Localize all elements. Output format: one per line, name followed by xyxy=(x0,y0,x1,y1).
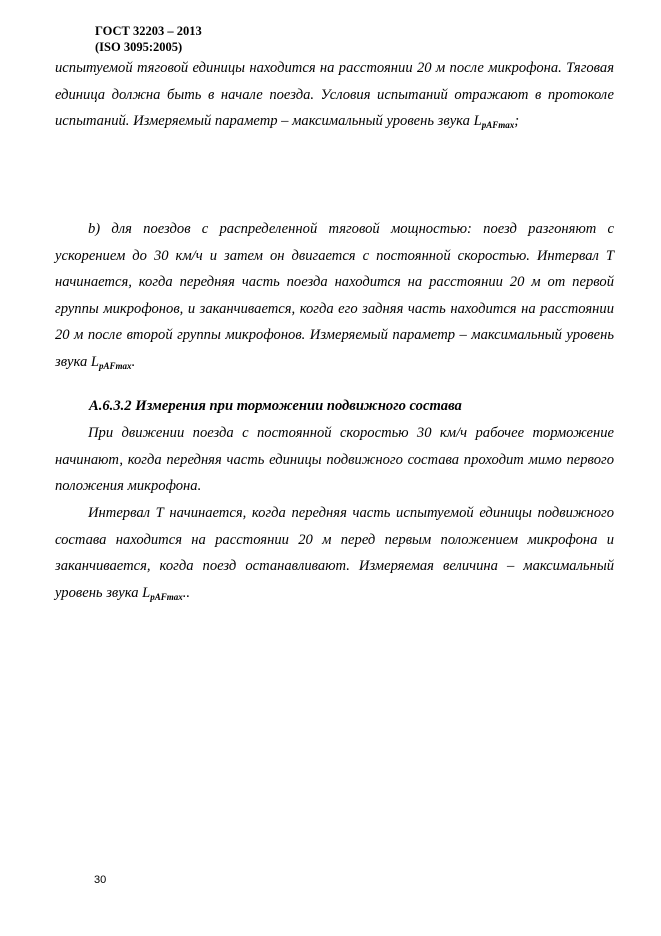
paragraph-4-tail: .. xyxy=(182,584,191,601)
sound-level-subscript: pAFmax xyxy=(481,120,515,130)
paragraph-1-text: испытуемой тяговой единицы находится на расстоянии 20 м после микрофона. Тяговая единица должна быть в начале поезда. Условия испытаний отражают в протоколе испытаний. Измеряемый параметр – максимальный уровень звука xyxy=(55,60,614,129)
iso-reference: (ISO 3095:2005) xyxy=(95,40,183,54)
paragraph-3 xyxy=(55,420,614,500)
section-heading: А.6.3.2 Измерения при торможении подвижного состава xyxy=(89,398,462,414)
paragraph-3-text: При движении поезда с постоянной скоростью 30 км/ч рабочее торможение начинают, когда передняя часть единицы подвижного состава проходит мимо первого положения микрофона. xyxy=(55,425,614,494)
standard-code: ГОСТ 32203 – 2013 xyxy=(95,24,202,38)
sound-level-symbol: L xyxy=(473,113,482,129)
paragraph-1-tail: ; xyxy=(514,113,520,129)
paragraph-2-text: b) для поездов с распределенной тяговой мощностью: поезд разгоняют с ускорением до 30 км/ч и затем он двигается с постоянной скоростью. Интервал Т начинается, когда передняя часть поезда находится на расстоянии 20 м от первой группы микрофонов, и заканчивается, когда его задняя часть находится на расстоянии 20 м после второй группы микрофонов. Измеряемый параметр – максимальный уровень звука xyxy=(55,221,614,370)
paragraph-2-tail: . xyxy=(131,353,136,370)
document-header xyxy=(95,23,202,55)
page-number: 30 xyxy=(94,874,107,886)
sound-level-symbol: L xyxy=(142,584,151,601)
paragraph-4-text: Интервал Т начинается, когда передняя часть испытуемой единицы подвижного состава находится на расстоянии 20 м перед первым положением микрофона и заканчивается, когда поезд останавливают. Измеряемая величина – максимальный уровень звука xyxy=(55,505,614,601)
paragraph-1 xyxy=(55,55,614,135)
paragraph-2 xyxy=(55,216,614,375)
sound-level-subscript: pAFmax xyxy=(99,360,132,371)
sound-level-symbol: L xyxy=(90,353,100,370)
paragraph-4 xyxy=(55,500,614,606)
sound-level-subscript: pAFmax xyxy=(150,591,183,602)
